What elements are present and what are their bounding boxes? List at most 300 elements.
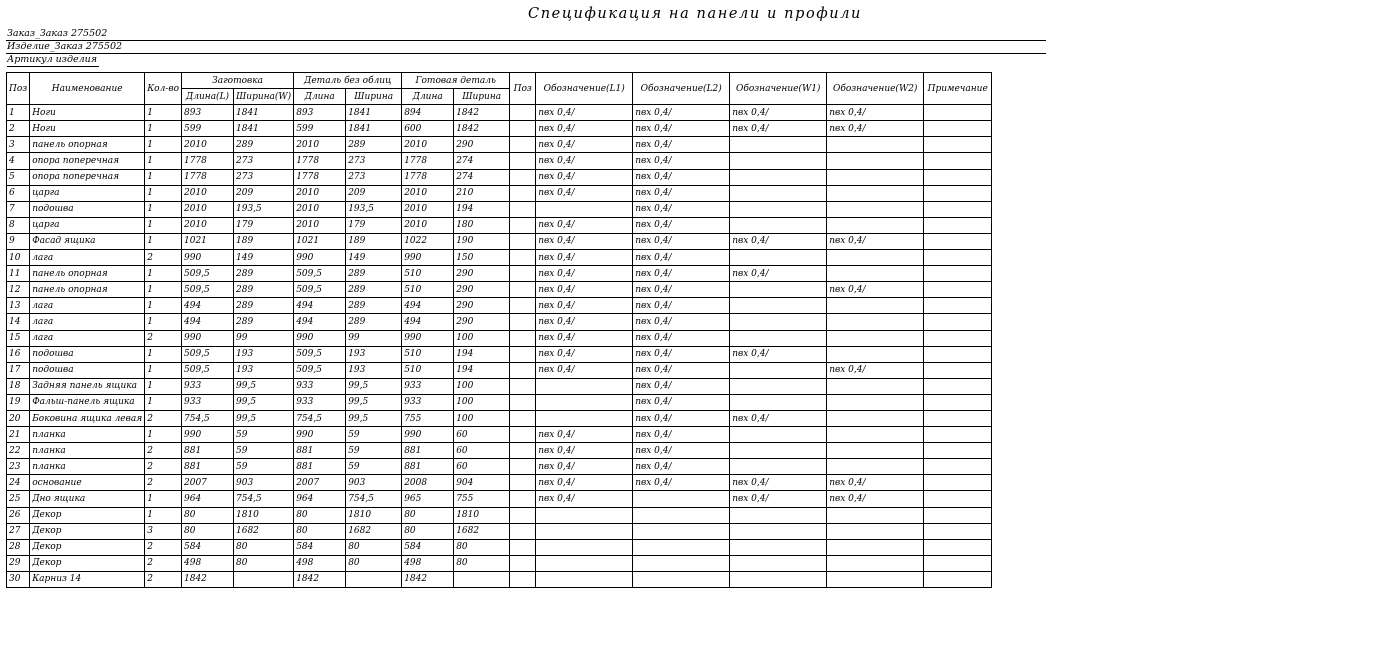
cell-part-width: 193,5 bbox=[346, 201, 402, 217]
table-row bbox=[7, 459, 992, 475]
cell-note bbox=[924, 362, 992, 378]
cell-part-length: 1778 bbox=[294, 169, 346, 185]
cell-note bbox=[924, 137, 992, 153]
cell-final-length: 510 bbox=[402, 266, 454, 282]
cell-blank-length: 990 bbox=[182, 330, 234, 346]
cell-pos2 bbox=[510, 153, 536, 169]
table-row bbox=[7, 282, 992, 298]
cell-name: основание bbox=[30, 475, 145, 491]
cell-oboz-w1: пвх 0,4/ bbox=[730, 346, 827, 362]
cell-part-width: 189 bbox=[346, 233, 402, 249]
cell-oboz-w1 bbox=[730, 394, 827, 410]
cell-pos2 bbox=[510, 314, 536, 330]
cell-part-length: 754,5 bbox=[294, 410, 346, 426]
cell-part-width: 193 bbox=[346, 362, 402, 378]
cell-pos: 23 bbox=[7, 459, 30, 475]
cell-part-length: 933 bbox=[294, 394, 346, 410]
cell-oboz-l2: пвх 0,4/ bbox=[633, 233, 730, 249]
cell-oboz-l2: пвх 0,4/ bbox=[633, 169, 730, 185]
cell-oboz-w1: пвх 0,4/ bbox=[730, 121, 827, 137]
cell-blank-width: 209 bbox=[234, 185, 294, 201]
cell-part-length: 80 bbox=[294, 523, 346, 539]
cell-qty: 1 bbox=[145, 507, 182, 523]
group-finished-part: Готовая деталь bbox=[402, 73, 510, 89]
cell-final-length: 2010 bbox=[402, 201, 454, 217]
cell-final-length: 1778 bbox=[402, 153, 454, 169]
cell-blank-width: 1841 bbox=[234, 105, 294, 121]
cell-part-length: 2010 bbox=[294, 201, 346, 217]
cell-name: Дно ящика bbox=[30, 491, 145, 507]
table-head bbox=[7, 73, 992, 105]
cell-note bbox=[924, 523, 992, 539]
cell-oboz-w2 bbox=[827, 314, 924, 330]
col-blank-width: Ширина(W) bbox=[234, 89, 294, 105]
cell-blank-length: 933 bbox=[182, 394, 234, 410]
cell-final-length: 510 bbox=[402, 282, 454, 298]
order-line: Заказ_Заказ 275502 bbox=[6, 28, 1046, 41]
cell-part-width: 193 bbox=[346, 346, 402, 362]
cell-oboz-l1: пвх 0,4/ bbox=[536, 217, 633, 233]
cell-final-width: 904 bbox=[454, 475, 510, 491]
cell-part-width: 99,5 bbox=[346, 410, 402, 426]
cell-oboz-w2: пвх 0,4/ bbox=[827, 282, 924, 298]
cell-blank-width: 59 bbox=[234, 459, 294, 475]
table-row bbox=[7, 314, 992, 330]
cell-note bbox=[924, 282, 992, 298]
cell-qty: 1 bbox=[145, 378, 182, 394]
cell-pos2 bbox=[510, 266, 536, 282]
cell-final-width bbox=[454, 571, 510, 587]
cell-oboz-l2: пвх 0,4/ bbox=[633, 394, 730, 410]
cell-oboz-w1 bbox=[730, 427, 827, 443]
cell-final-width: 274 bbox=[454, 153, 510, 169]
cell-oboz-w2 bbox=[827, 201, 924, 217]
cell-oboz-w1 bbox=[730, 169, 827, 185]
cell-final-length: 1022 bbox=[402, 233, 454, 249]
cell-blank-length: 509,5 bbox=[182, 266, 234, 282]
cell-pos2 bbox=[510, 298, 536, 314]
cell-part-length: 990 bbox=[294, 427, 346, 443]
cell-oboz-l1 bbox=[536, 394, 633, 410]
cell-name: царга bbox=[30, 217, 145, 233]
article-label: Артикул изделия bbox=[7, 54, 98, 65]
table-row bbox=[7, 137, 992, 153]
cell-blank-length: 1778 bbox=[182, 169, 234, 185]
cell-part-length: 509,5 bbox=[294, 282, 346, 298]
cell-final-width: 100 bbox=[454, 394, 510, 410]
cell-pos: 25 bbox=[7, 491, 30, 507]
cell-oboz-l1: пвх 0,4/ bbox=[536, 427, 633, 443]
col-qty: Кол-во bbox=[145, 73, 182, 105]
cell-name: подошва bbox=[30, 362, 145, 378]
cell-pos2 bbox=[510, 233, 536, 249]
cell-blank-length: 964 bbox=[182, 491, 234, 507]
cell-note bbox=[924, 459, 992, 475]
cell-part-length: 933 bbox=[294, 378, 346, 394]
specification-table bbox=[6, 72, 992, 588]
cell-final-width: 274 bbox=[454, 169, 510, 185]
cell-pos: 29 bbox=[7, 555, 30, 571]
cell-blank-width: 289 bbox=[234, 282, 294, 298]
col-pos: Поз bbox=[7, 73, 30, 105]
cell-note bbox=[924, 346, 992, 362]
cell-pos2 bbox=[510, 459, 536, 475]
cell-oboz-l2: пвх 0,4/ bbox=[633, 250, 730, 266]
cell-oboz-l1: пвх 0,4/ bbox=[536, 314, 633, 330]
cell-final-length: 2010 bbox=[402, 185, 454, 201]
cell-blank-length: 2010 bbox=[182, 137, 234, 153]
cell-blank-width bbox=[234, 571, 294, 587]
cell-oboz-w2 bbox=[827, 346, 924, 362]
col-oboz-l2: Обозначение(L2) bbox=[633, 73, 730, 105]
cell-part-width: 754,5 bbox=[346, 491, 402, 507]
cell-oboz-l1: пвх 0,4/ bbox=[536, 266, 633, 282]
cell-oboz-w1: пвх 0,4/ bbox=[730, 105, 827, 121]
cell-name: лага bbox=[30, 330, 145, 346]
cell-part-length: 494 bbox=[294, 314, 346, 330]
cell-qty: 1 bbox=[145, 217, 182, 233]
cell-oboz-l2: пвх 0,4/ bbox=[633, 201, 730, 217]
cell-oboz-l2 bbox=[633, 571, 730, 587]
cell-part-width: 1841 bbox=[346, 105, 402, 121]
cell-blank-length: 494 bbox=[182, 314, 234, 330]
cell-final-length: 498 bbox=[402, 555, 454, 571]
cell-blank-length: 1842 bbox=[182, 571, 234, 587]
cell-part-length: 509,5 bbox=[294, 346, 346, 362]
cell-pos2 bbox=[510, 362, 536, 378]
cell-final-length: 494 bbox=[402, 314, 454, 330]
cell-part-length: 1842 bbox=[294, 571, 346, 587]
cell-blank-length: 754,5 bbox=[182, 410, 234, 426]
cell-oboz-l1 bbox=[536, 201, 633, 217]
cell-final-length: 2010 bbox=[402, 217, 454, 233]
cell-pos: 13 bbox=[7, 298, 30, 314]
table-row bbox=[7, 378, 992, 394]
cell-pos: 16 bbox=[7, 346, 30, 362]
cell-blank-length: 1778 bbox=[182, 153, 234, 169]
cell-oboz-l2: пвх 0,4/ bbox=[633, 217, 730, 233]
cell-note bbox=[924, 394, 992, 410]
cell-part-width: 99 bbox=[346, 330, 402, 346]
cell-part-width: 209 bbox=[346, 185, 402, 201]
cell-oboz-l1: пвх 0,4/ bbox=[536, 105, 633, 121]
cell-pos2 bbox=[510, 378, 536, 394]
cell-oboz-w2 bbox=[827, 507, 924, 523]
cell-pos2 bbox=[510, 427, 536, 443]
cell-blank-length: 80 bbox=[182, 507, 234, 523]
cell-qty: 1 bbox=[145, 105, 182, 121]
cell-oboz-w1 bbox=[730, 523, 827, 539]
cell-blank-width: 59 bbox=[234, 443, 294, 459]
cell-blank-width: 289 bbox=[234, 266, 294, 282]
cell-oboz-l2: пвх 0,4/ bbox=[633, 443, 730, 459]
cell-pos: 6 bbox=[7, 185, 30, 201]
group-part-no-trim: Деталь без облиц bbox=[294, 73, 402, 89]
cell-name: планка bbox=[30, 459, 145, 475]
cell-oboz-w2 bbox=[827, 153, 924, 169]
table-row bbox=[7, 571, 992, 587]
cell-blank-length: 599 bbox=[182, 121, 234, 137]
cell-final-length: 494 bbox=[402, 298, 454, 314]
cell-final-length: 881 bbox=[402, 443, 454, 459]
cell-blank-width: 99,5 bbox=[234, 394, 294, 410]
cell-blank-width: 754,5 bbox=[234, 491, 294, 507]
cell-part-width: 273 bbox=[346, 169, 402, 185]
cell-oboz-l2: пвх 0,4/ bbox=[633, 427, 730, 443]
cell-name: Боковина ящика левая bbox=[30, 410, 145, 426]
cell-oboz-w1 bbox=[730, 571, 827, 587]
cell-qty: 1 bbox=[145, 153, 182, 169]
cell-qty: 1 bbox=[145, 346, 182, 362]
cell-final-length: 80 bbox=[402, 507, 454, 523]
cell-final-width: 100 bbox=[454, 330, 510, 346]
cell-qty: 1 bbox=[145, 427, 182, 443]
cell-oboz-w2 bbox=[827, 250, 924, 266]
cell-final-width: 1682 bbox=[454, 523, 510, 539]
cell-final-length: 755 bbox=[402, 410, 454, 426]
cell-part-width: 1810 bbox=[346, 507, 402, 523]
table-row bbox=[7, 298, 992, 314]
cell-pos2 bbox=[510, 523, 536, 539]
cell-oboz-l1: пвх 0,4/ bbox=[536, 346, 633, 362]
cell-blank-width: 80 bbox=[234, 539, 294, 555]
table-row bbox=[7, 233, 992, 249]
cell-part-length: 881 bbox=[294, 459, 346, 475]
cell-qty: 1 bbox=[145, 137, 182, 153]
cell-part-width: 59 bbox=[346, 443, 402, 459]
cell-pos2 bbox=[510, 201, 536, 217]
document-header bbox=[6, 28, 1046, 67]
cell-oboz-w1 bbox=[730, 185, 827, 201]
cell-oboz-l1: пвх 0,4/ bbox=[536, 298, 633, 314]
cell-blank-length: 881 bbox=[182, 459, 234, 475]
cell-oboz-l2 bbox=[633, 491, 730, 507]
cell-oboz-w2 bbox=[827, 410, 924, 426]
col-oboz-l1: Обозначение(L1) bbox=[536, 73, 633, 105]
cell-qty: 1 bbox=[145, 491, 182, 507]
cell-note bbox=[924, 121, 992, 137]
cell-pos: 5 bbox=[7, 169, 30, 185]
cell-qty: 2 bbox=[145, 443, 182, 459]
cell-final-width: 290 bbox=[454, 298, 510, 314]
cell-final-width: 190 bbox=[454, 233, 510, 249]
cell-part-length: 964 bbox=[294, 491, 346, 507]
page-title: Специфuкация на панели и профили bbox=[528, 6, 862, 22]
cell-oboz-l1 bbox=[536, 507, 633, 523]
cell-oboz-w1 bbox=[730, 250, 827, 266]
cell-qty: 1 bbox=[145, 121, 182, 137]
cell-oboz-w2 bbox=[827, 185, 924, 201]
cell-blank-width: 289 bbox=[234, 314, 294, 330]
cell-note bbox=[924, 475, 992, 491]
cell-oboz-l1: пвх 0,4/ bbox=[536, 153, 633, 169]
cell-oboz-w1 bbox=[730, 539, 827, 555]
cell-oboz-w2: пвх 0,4/ bbox=[827, 491, 924, 507]
cell-blank-length: 509,5 bbox=[182, 282, 234, 298]
cell-blank-width: 1682 bbox=[234, 523, 294, 539]
cell-note bbox=[924, 539, 992, 555]
cell-oboz-w2 bbox=[827, 266, 924, 282]
cell-final-length: 1778 bbox=[402, 169, 454, 185]
cell-oboz-w2 bbox=[827, 523, 924, 539]
cell-oboz-l2: пвх 0,4/ bbox=[633, 105, 730, 121]
cell-name: панель опорная bbox=[30, 266, 145, 282]
cell-oboz-l1 bbox=[536, 539, 633, 555]
cell-note bbox=[924, 410, 992, 426]
cell-oboz-l1: пвх 0,4/ bbox=[536, 185, 633, 201]
cell-note bbox=[924, 298, 992, 314]
cell-qty: 2 bbox=[145, 475, 182, 491]
cell-oboz-l1: пвх 0,4/ bbox=[536, 137, 633, 153]
cell-name: царга bbox=[30, 185, 145, 201]
cell-final-width: 1842 bbox=[454, 105, 510, 121]
table-row bbox=[7, 153, 992, 169]
cell-blank-width: 99,5 bbox=[234, 410, 294, 426]
cell-part-length: 509,5 bbox=[294, 266, 346, 282]
cell-pos: 2 bbox=[7, 121, 30, 137]
cell-final-length: 881 bbox=[402, 459, 454, 475]
col-oboz-w1: Обозначение(W1) bbox=[730, 73, 827, 105]
cell-oboz-l1: пвх 0,4/ bbox=[536, 250, 633, 266]
cell-oboz-w1: пвх 0,4/ bbox=[730, 475, 827, 491]
cell-part-length: 509,5 bbox=[294, 362, 346, 378]
cell-note bbox=[924, 427, 992, 443]
table-group-header-row bbox=[7, 73, 992, 89]
cell-name: Задняя панель ящика bbox=[30, 378, 145, 394]
cell-blank-width: 273 bbox=[234, 169, 294, 185]
cell-final-length: 894 bbox=[402, 105, 454, 121]
cell-pos: 28 bbox=[7, 539, 30, 555]
cell-oboz-w1 bbox=[730, 137, 827, 153]
cell-note bbox=[924, 314, 992, 330]
cell-oboz-l1 bbox=[536, 555, 633, 571]
cell-name: Декор bbox=[30, 523, 145, 539]
cell-final-length: 990 bbox=[402, 427, 454, 443]
table-row bbox=[7, 523, 992, 539]
cell-oboz-w1 bbox=[730, 362, 827, 378]
cell-blank-length: 1021 bbox=[182, 233, 234, 249]
cell-note bbox=[924, 266, 992, 282]
cell-name: Фасад ящика bbox=[30, 233, 145, 249]
cell-oboz-w1 bbox=[730, 330, 827, 346]
cell-oboz-w2 bbox=[827, 459, 924, 475]
cell-name: лага bbox=[30, 298, 145, 314]
cell-part-width: 289 bbox=[346, 314, 402, 330]
cell-pos: 26 bbox=[7, 507, 30, 523]
cell-final-width: 80 bbox=[454, 539, 510, 555]
cell-final-width: 60 bbox=[454, 443, 510, 459]
cell-qty: 1 bbox=[145, 233, 182, 249]
cell-oboz-w2: пвх 0,4/ bbox=[827, 121, 924, 137]
cell-oboz-w1 bbox=[730, 443, 827, 459]
cell-oboz-l1: пвх 0,4/ bbox=[536, 459, 633, 475]
col-part-length: Длина bbox=[294, 89, 346, 105]
table-row bbox=[7, 507, 992, 523]
cell-name: лага bbox=[30, 250, 145, 266]
table-body bbox=[7, 105, 992, 588]
cell-note bbox=[924, 378, 992, 394]
cell-part-length: 80 bbox=[294, 507, 346, 523]
cell-final-width: 194 bbox=[454, 201, 510, 217]
cell-blank-width: 80 bbox=[234, 555, 294, 571]
col-final-width: Ширина bbox=[454, 89, 510, 105]
cell-pos2 bbox=[510, 105, 536, 121]
cell-qty: 2 bbox=[145, 410, 182, 426]
cell-blank-length: 498 bbox=[182, 555, 234, 571]
cell-blank-width: 99 bbox=[234, 330, 294, 346]
cell-name: опора поперечная bbox=[30, 169, 145, 185]
cell-oboz-l2: пвх 0,4/ bbox=[633, 121, 730, 137]
cell-pos: 27 bbox=[7, 523, 30, 539]
cell-oboz-l2: пвх 0,4/ bbox=[633, 266, 730, 282]
table-row bbox=[7, 266, 992, 282]
cell-blank-width: 149 bbox=[234, 250, 294, 266]
cell-pos: 4 bbox=[7, 153, 30, 169]
table-row bbox=[7, 201, 992, 217]
cell-oboz-l1: пвх 0,4/ bbox=[536, 475, 633, 491]
cell-part-length: 2010 bbox=[294, 217, 346, 233]
cell-pos2 bbox=[510, 539, 536, 555]
cell-final-length: 1842 bbox=[402, 571, 454, 587]
cell-oboz-l2: пвх 0,4/ bbox=[633, 346, 730, 362]
cell-oboz-l2: пвх 0,4/ bbox=[633, 298, 730, 314]
cell-blank-width: 289 bbox=[234, 137, 294, 153]
cell-oboz-w2 bbox=[827, 330, 924, 346]
cell-part-length: 2010 bbox=[294, 137, 346, 153]
cell-final-width: 1842 bbox=[454, 121, 510, 137]
cell-name: панель опорная bbox=[30, 137, 145, 153]
cell-oboz-w2 bbox=[827, 539, 924, 555]
cell-pos2 bbox=[510, 410, 536, 426]
cell-oboz-l2: пвх 0,4/ bbox=[633, 137, 730, 153]
cell-blank-length: 990 bbox=[182, 250, 234, 266]
cell-pos2 bbox=[510, 137, 536, 153]
cell-pos: 10 bbox=[7, 250, 30, 266]
cell-blank-width: 59 bbox=[234, 427, 294, 443]
cell-pos2 bbox=[510, 185, 536, 201]
cell-oboz-l2: пвх 0,4/ bbox=[633, 185, 730, 201]
col-part-width: Ширина bbox=[346, 89, 402, 105]
cell-oboz-w1: пвх 0,4/ bbox=[730, 491, 827, 507]
cell-part-width: 289 bbox=[346, 137, 402, 153]
group-blank: Заготовка bbox=[182, 73, 294, 89]
cell-final-width: 290 bbox=[454, 137, 510, 153]
cell-final-length: 990 bbox=[402, 250, 454, 266]
cell-blank-length: 933 bbox=[182, 378, 234, 394]
cell-note bbox=[924, 105, 992, 121]
article-line bbox=[6, 54, 1046, 67]
cell-oboz-w2 bbox=[827, 217, 924, 233]
cell-note bbox=[924, 169, 992, 185]
cell-part-width: 179 bbox=[346, 217, 402, 233]
cell-blank-width: 189 bbox=[234, 233, 294, 249]
cell-blank-length: 881 bbox=[182, 443, 234, 459]
cell-part-width: 99,5 bbox=[346, 378, 402, 394]
cell-oboz-w1: пвх 0,4/ bbox=[730, 266, 827, 282]
cell-pos2 bbox=[510, 491, 536, 507]
cell-oboz-l2 bbox=[633, 555, 730, 571]
table-row bbox=[7, 491, 992, 507]
cell-oboz-l1: пвх 0,4/ bbox=[536, 443, 633, 459]
cell-oboz-l1: пвх 0,4/ bbox=[536, 491, 633, 507]
cell-pos: 21 bbox=[7, 427, 30, 443]
cell-pos: 30 bbox=[7, 571, 30, 587]
cell-part-length: 2007 bbox=[294, 475, 346, 491]
cell-blank-length: 80 bbox=[182, 523, 234, 539]
cell-blank-width: 289 bbox=[234, 298, 294, 314]
cell-part-width: 273 bbox=[346, 153, 402, 169]
cell-blank-width: 99,5 bbox=[234, 378, 294, 394]
